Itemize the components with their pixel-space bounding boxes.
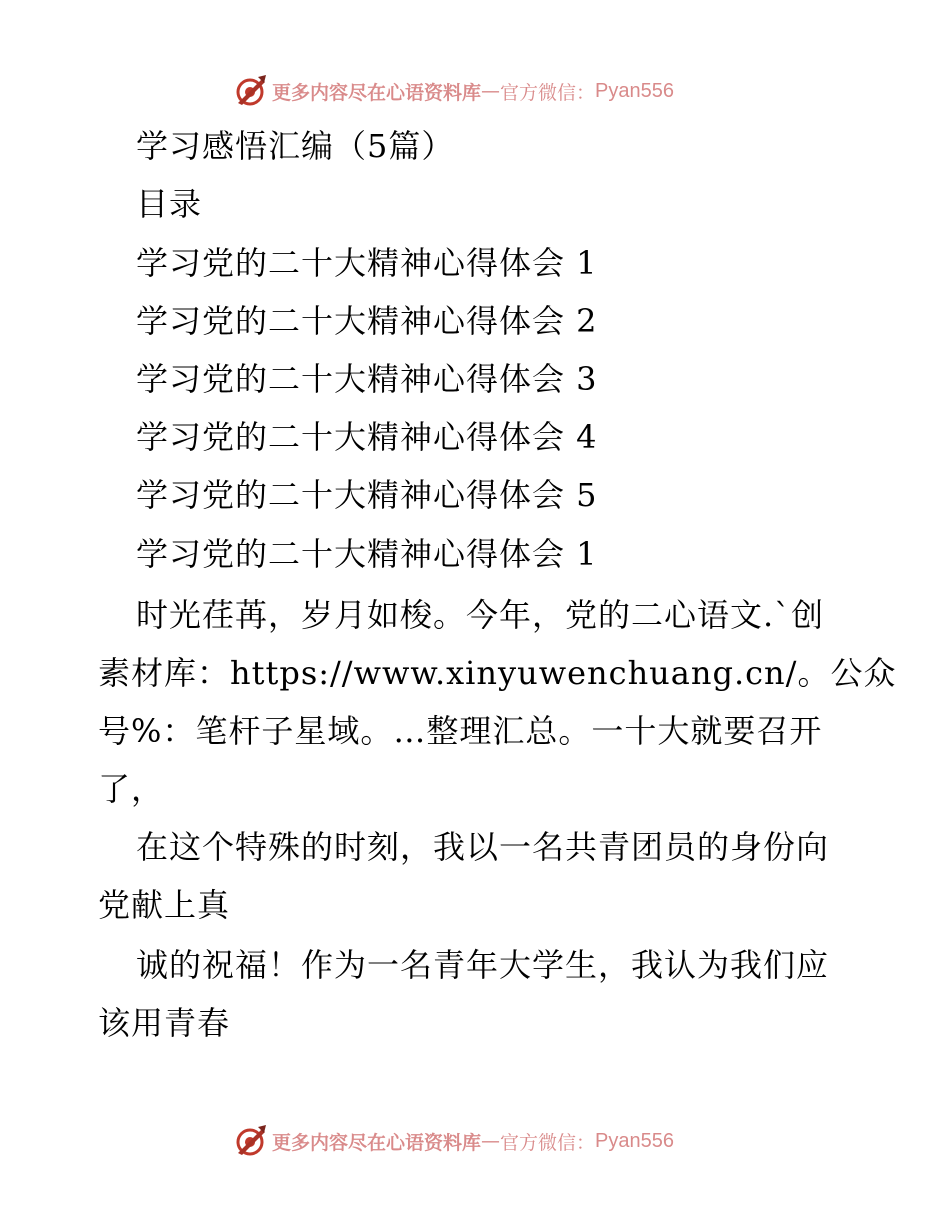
paragraph-line: 了，	[98, 770, 165, 808]
paragraph-line: 该用青春	[98, 1004, 231, 1042]
banner-dash: —	[481, 1130, 501, 1152]
document-title: 学习感悟汇编（5篇）	[136, 127, 455, 165]
quill-pen-logo-icon	[232, 1123, 268, 1159]
banner-wechat-label: 官方微信：	[500, 1131, 596, 1154]
banner-title: 更多内容尽在心语资料库	[272, 81, 482, 104]
paragraph-line: 诚的祝福！作为一名青年大学生，我认为我们应	[136, 946, 830, 984]
quill-pen-logo-icon	[232, 73, 268, 109]
paragraph-line: 号%：笔杆子星域。…整理汇总。一十大就要召开	[98, 712, 823, 750]
paragraph-line: 素材库：https://www.xinyuwenchuang.cn/。公众	[98, 654, 897, 692]
header-banner	[232, 71, 674, 111]
paragraph-line: 党献上真	[98, 886, 231, 924]
footer-banner	[232, 1121, 674, 1161]
banner-wechat-id: Pyan556	[595, 79, 674, 102]
banner-wechat-label: 官方微信：	[500, 81, 596, 104]
toc-item[interactable]: 学习党的二十大精神心得体会 1	[136, 244, 598, 282]
toc-item[interactable]: 学习党的二十大精神心得体会 4	[136, 418, 598, 456]
toc-item[interactable]: 学习党的二十大精神心得体会 3	[136, 360, 598, 398]
toc-item[interactable]: 学习党的二十大精神心得体会 5	[136, 476, 598, 514]
paragraph-line: 时光荏苒，岁月如梭。今年，党的二心语文.`创	[136, 596, 825, 634]
toc-heading: 目录	[136, 185, 203, 223]
paragraph-line: 在这个特殊的时刻，我以一名共青团员的身份向	[136, 828, 830, 866]
banner-title: 更多内容尽在心语资料库	[272, 1131, 482, 1154]
section-heading: 学习党的二十大精神心得体会 1	[136, 535, 598, 573]
banner-wechat-id: Pyan556	[595, 1129, 674, 1152]
banner-dash: —	[481, 80, 501, 102]
toc-item[interactable]: 学习党的二十大精神心得体会 2	[136, 302, 598, 340]
